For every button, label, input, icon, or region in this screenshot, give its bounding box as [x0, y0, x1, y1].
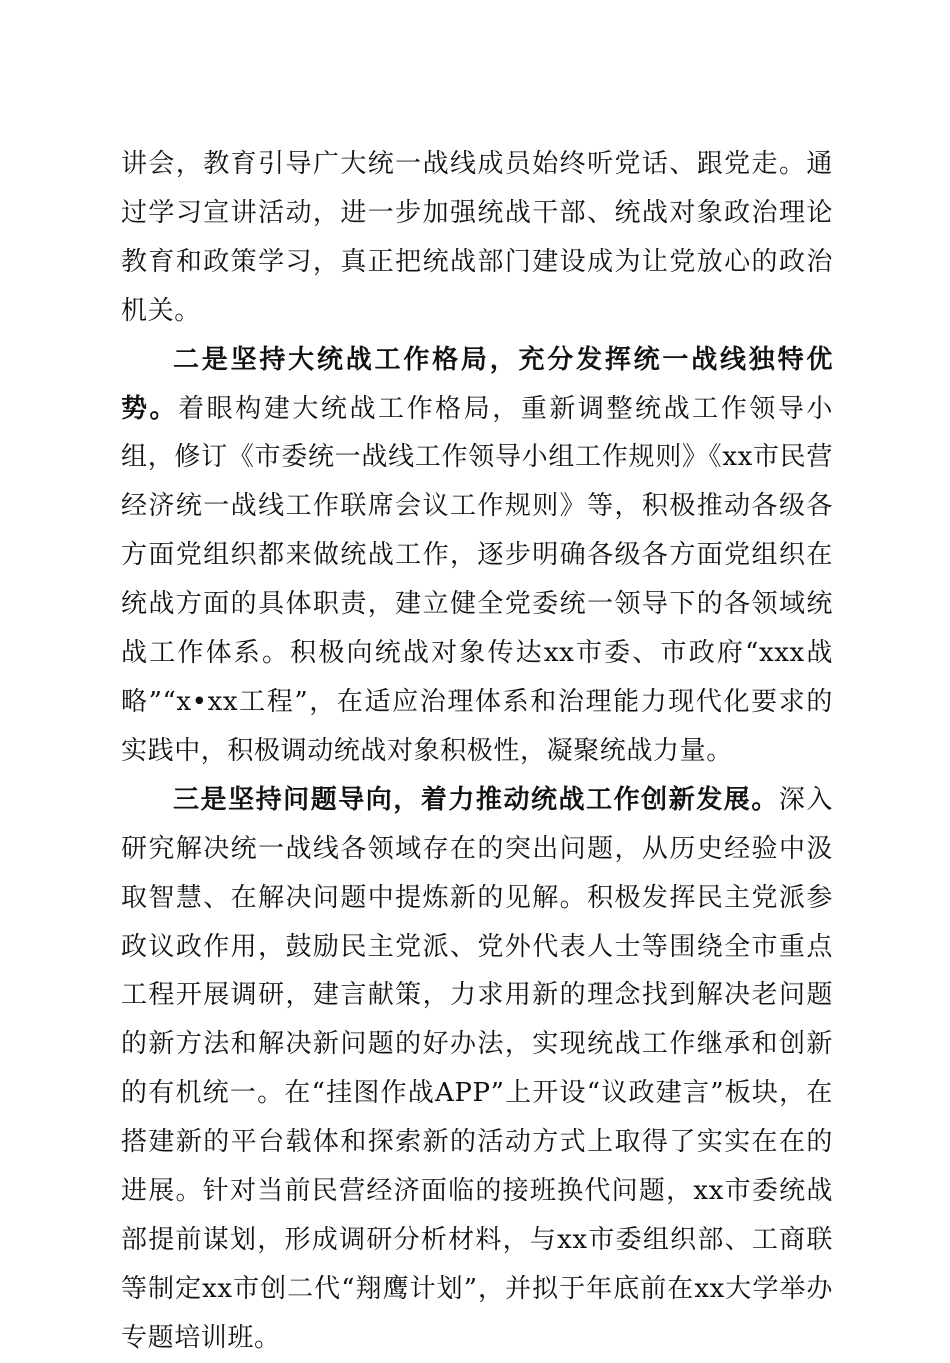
paragraph-text: 深入研究解决统一战线各领域存在的突出问题，从历史经验中汲取智慧、在解决问题中提炼新的见解。积极发挥民主党派参政议政作用，鼓励民主党派、党外代表人士等围绕全市重点工程开展调研，建言献策，力求用新的理念找到解决老问题的新方法和解决新问题的好办法，实现统战工作继承和创新的有机统一。在“挂图作战APP”上开设“议政建言”板块，在搭建新的平台载体和探索新的活动方式上取得了实实在在的进展。针对当前民营经济面临的接班换代问题，xx市委统战部提前谋划，形成调研分析材料，与xx市委组织部、工商联等制定xx市创二代“翔鹰计划”，并拟于年底前在xx大学举办专题培训班。: [121, 784, 833, 1353]
paragraph-text: 讲会，教育引导广大统一战线成员始终听党话、跟党走。通过学习宣讲活动，进一步加强统战干部、统战对象政治理论教育和政策学习，真正把统战部门建设成为让党放心的政治机关。: [121, 149, 833, 326]
paragraph-continuation: [121, 140, 833, 336]
document-body: [121, 140, 833, 1363]
paragraph-lead-heading: 二是坚持大统战工作格局，充分发挥统一战线独特优势。: [121, 344, 833, 424]
paragraph-text: 着眼构建大统战工作格局，重新调整统战工作领导小组，修订《市委统一战线工作领导小组工作规则》《xx市民营经济统一战线工作联席会议工作规则》等，积极推动各级各方面党组织都来做统战工作，逐步明确各级各方面党组织在统战方面的具体职责，建立健全党委统一领导下的各领域统战工作体系。积极向统战对象传达xx市委、市政府“xxx战略”“x•xx工程”，在适应治理体系和治理能力现代化要求的实践中，积极调动统战对象积极性，凝聚统战力量。: [121, 393, 833, 766]
paragraph-third-point: [121, 776, 833, 1363]
paragraph-second-point: [121, 336, 833, 776]
paragraph-lead-heading: 三是坚持问题导向，着力推动统战工作创新发展。: [173, 784, 779, 815]
